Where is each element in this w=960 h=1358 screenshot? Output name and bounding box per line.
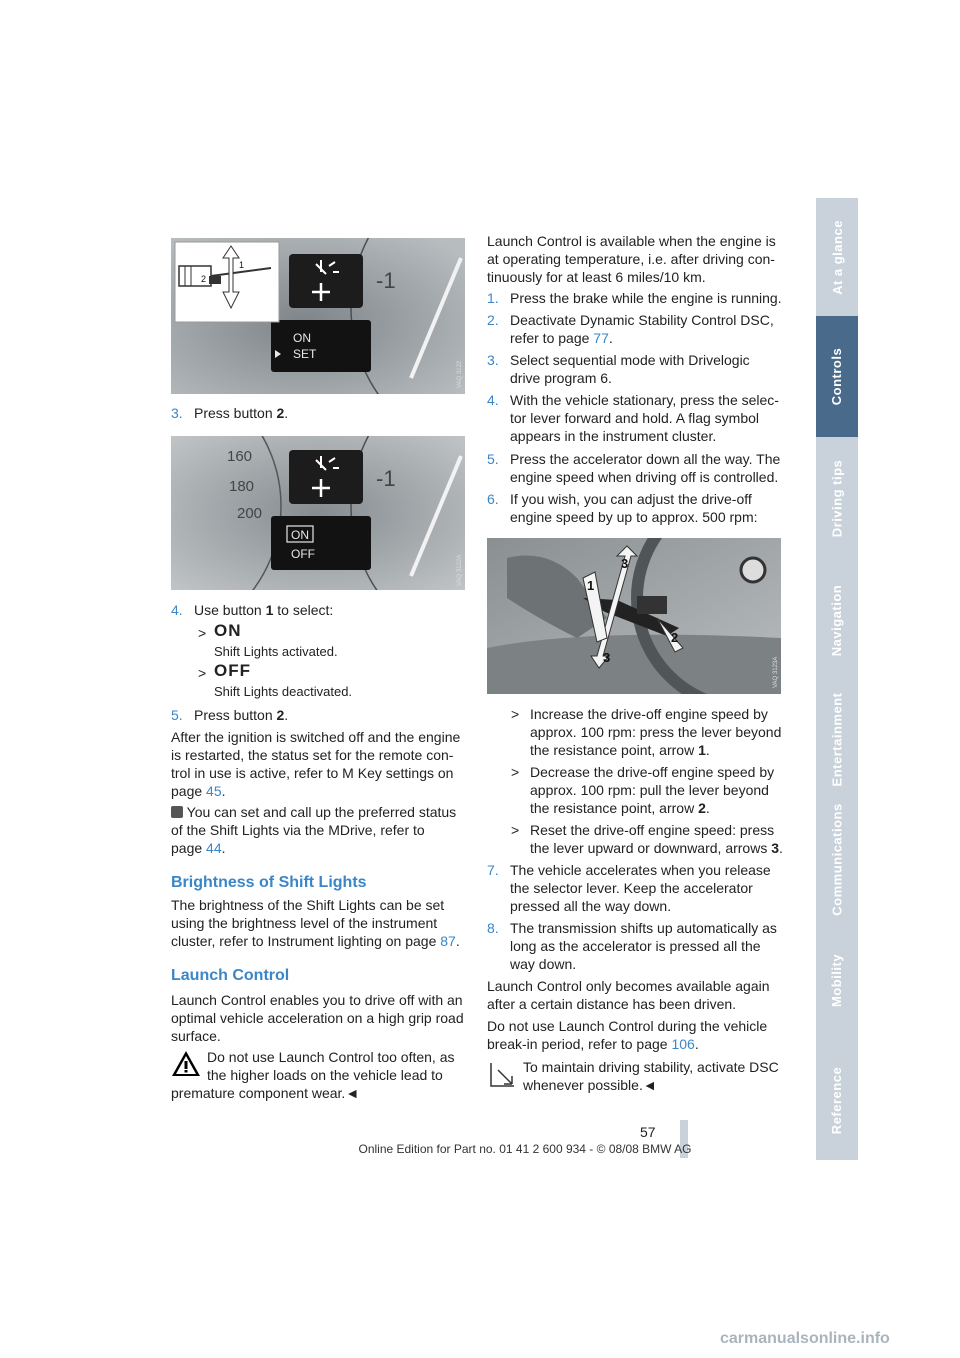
step-number: 3. [487, 352, 499, 368]
page-link-44[interactable]: 44 [206, 840, 222, 856]
lever-label-2: 2 [201, 274, 207, 284]
step-number: 1. [487, 290, 499, 306]
option-description: Shift Lights activated. [214, 644, 338, 659]
page-link-77[interactable]: 77 [593, 330, 609, 346]
step-number: 4. [171, 602, 183, 618]
step-number: 6. [487, 491, 499, 507]
tab-driving-tips[interactable]: Driving tips [816, 437, 858, 561]
svg-text:-1: -1 [376, 268, 396, 293]
figure-shift-lights-set-drawing [171, 238, 465, 394]
arrow-label-3-bottom: 3 [603, 650, 611, 665]
watermark: carmanualsonline.info [720, 1330, 890, 1347]
bullet-marker: > [198, 625, 207, 641]
step-3-right [487, 351, 787, 387]
option-off [198, 661, 458, 700]
display-glyph-off: OFF [214, 661, 251, 680]
bullet-marker: > [511, 822, 520, 838]
figure-set-label: SET [293, 347, 317, 361]
bullet-text: Reset the drive-off engine speed: press the lever upward or downward, arrows 3. [530, 822, 783, 856]
figure-selector-lever [487, 538, 781, 694]
tab-reference[interactable]: Reference [816, 1040, 858, 1162]
paragraph-mdrive: You can set and call up the preferred status of the Shift Lights via the MDrive, refer to page 44. [171, 804, 457, 856]
paragraph-launch-intro: Launch Control is available when the engine is at operating temperature, i.e. after driving con- tinuously for at least 6 miles/10 km. [487, 233, 776, 285]
warning-text: Do not use Launch Control too often, as the higher loads on the vehicle lead to premature component wear.◄ [171, 1049, 455, 1101]
figure-shift-lights-onoff-drawing [171, 436, 465, 590]
tab-at-a-glance[interactable]: At a glance [816, 198, 858, 318]
step-number: 5. [487, 451, 499, 467]
figure-off-label: OFF [291, 547, 315, 561]
step-text: Press the brake while the engine is running. [510, 290, 782, 306]
end-mark: ◄ [345, 1085, 360, 1101]
bullet-decrease [511, 763, 791, 817]
step-text: If you wish, you can adjust the drive-off engine speed by up to approx. 500 rpm: [510, 491, 758, 525]
heading-brightness: Brightness of Shift Lights [171, 874, 367, 891]
step-number: 2. [487, 312, 499, 328]
note-text: To maintain driving stability, activate DSC whenever possible.◄ [523, 1059, 779, 1093]
note-arrow-icon [488, 1060, 518, 1090]
step-text: Press button 2. [194, 707, 289, 723]
step-5-right [487, 450, 787, 486]
step-text: The transmission shifts up automatically as long as the accelerator is pressed all the way down. [510, 920, 777, 972]
bullet-increase [511, 705, 791, 759]
page-number: 57 [640, 1124, 656, 1140]
step-text: Select sequential mode with Drivelogic drive program 6. [510, 352, 750, 386]
step-6-right [487, 490, 787, 526]
tab-communications[interactable]: Communications [816, 798, 858, 922]
lever-label-1: 1 [239, 260, 245, 270]
step-number: 5. [171, 707, 183, 723]
page-link-87[interactable]: 87 [440, 933, 456, 949]
paragraph-launch-control: Launch Control enables you to drive off with an optimal vehicle acceleration on a high grip road surface. [171, 992, 464, 1044]
section-tabs [816, 198, 858, 1160]
figure-code: VAQ 3122 [457, 360, 463, 388]
figure-shift-lights-set [171, 238, 465, 394]
step-5-left [171, 706, 465, 724]
paragraph-break-in: Do not use Launch Control during the vehicle break-in period, refer to page 106. [487, 1018, 768, 1052]
option-on [198, 621, 458, 660]
tick-160: 160 [227, 448, 253, 465]
figure-selector-lever-drawing [487, 538, 781, 694]
paragraph-ignition: After the ignition is switched off and the engine is restarted, the status set for the remote con- trol in use is active, refer to M Key settings on page 45. [171, 729, 461, 799]
step-1-right [487, 289, 787, 307]
bullet-marker: > [511, 764, 520, 780]
display-glyph-on: ON [214, 621, 242, 640]
arrow-label-2: 2 [671, 630, 679, 645]
arrow-label-1: 1 [587, 578, 595, 593]
svg-text:-1: -1 [376, 466, 396, 491]
bullet-reset [511, 821, 791, 857]
step-4-left [171, 601, 465, 619]
step-text: Press the accelerator down all the way. The engine speed when driving off is controlled. [510, 451, 781, 485]
bullet-marker: > [198, 665, 207, 681]
bullet-marker: > [511, 706, 520, 722]
figure-code: VAQ 3122A [457, 554, 463, 586]
step-text: Press button 2. [194, 405, 289, 421]
step-number: 7. [487, 862, 499, 878]
figure-code: VAQ 3123A [773, 656, 779, 688]
step-4-right [487, 391, 787, 445]
arrow-label-3-top: 3 [621, 556, 629, 571]
page-link-106[interactable]: 106 [671, 1036, 695, 1052]
figure-on-label: ON [291, 528, 309, 542]
figure-shift-lights-onoff [171, 436, 465, 590]
tab-mobility[interactable]: Mobility [816, 920, 858, 1042]
tab-entertainment[interactable]: Entertainment [816, 681, 858, 800]
step-8-right [487, 919, 787, 973]
step-number: 4. [487, 392, 499, 408]
page-link-45[interactable]: 45 [206, 783, 222, 799]
tab-navigation[interactable]: Navigation [816, 559, 858, 683]
paragraph-available-again: Launch Control only becomes available again after a certain distance has been driven. [487, 978, 770, 1012]
step-7-right [487, 861, 787, 915]
tick-180: 180 [229, 478, 255, 495]
bullet-text: Decrease the drive-off engine speed by approx. 100 rpm: pull the lever beyond the resistance point, arrow 2. [530, 764, 775, 816]
step-2-right [487, 311, 787, 347]
paragraph-brightness: The brightness of the Shift Lights can be set using the brightness level of the instrument cluster, refer to Instrument lighting on page 87. [171, 897, 460, 949]
step-text: Deactivate Dynamic Stability Control DSC, refer to page 77. [510, 312, 774, 346]
mdrive-icon [171, 806, 183, 818]
figure-on-label: ON [293, 331, 311, 345]
heading-launch-control: Launch Control [171, 967, 290, 984]
end-mark: ◄ [642, 1077, 657, 1093]
step-text: Use button 1 to select: [194, 602, 334, 618]
edition-line: Online Edition for Part no. 01 41 2 600 934 - © 08/08 BMW AG [358, 1142, 692, 1156]
option-description: Shift Lights deactivated. [214, 684, 353, 699]
step-text: The vehicle accelerates when you release the selector lever. Keep the accelerator pressed all the way down. [510, 862, 771, 914]
bullet-text: Increase the drive-off engine speed by approx. 100 rpm: press the lever beyond the resistance point, arrow 1. [530, 706, 782, 758]
tick-200: 200 [237, 505, 263, 522]
step-number: 8. [487, 920, 499, 936]
step-number: 3. [171, 405, 183, 421]
step-3-left [171, 404, 465, 422]
step-text: With the vehicle stationary, press the selec- tor lever forward and hold. A flag symbol appears in the instrument cluster. [510, 392, 779, 444]
tab-controls[interactable]: Controls [816, 316, 858, 439]
